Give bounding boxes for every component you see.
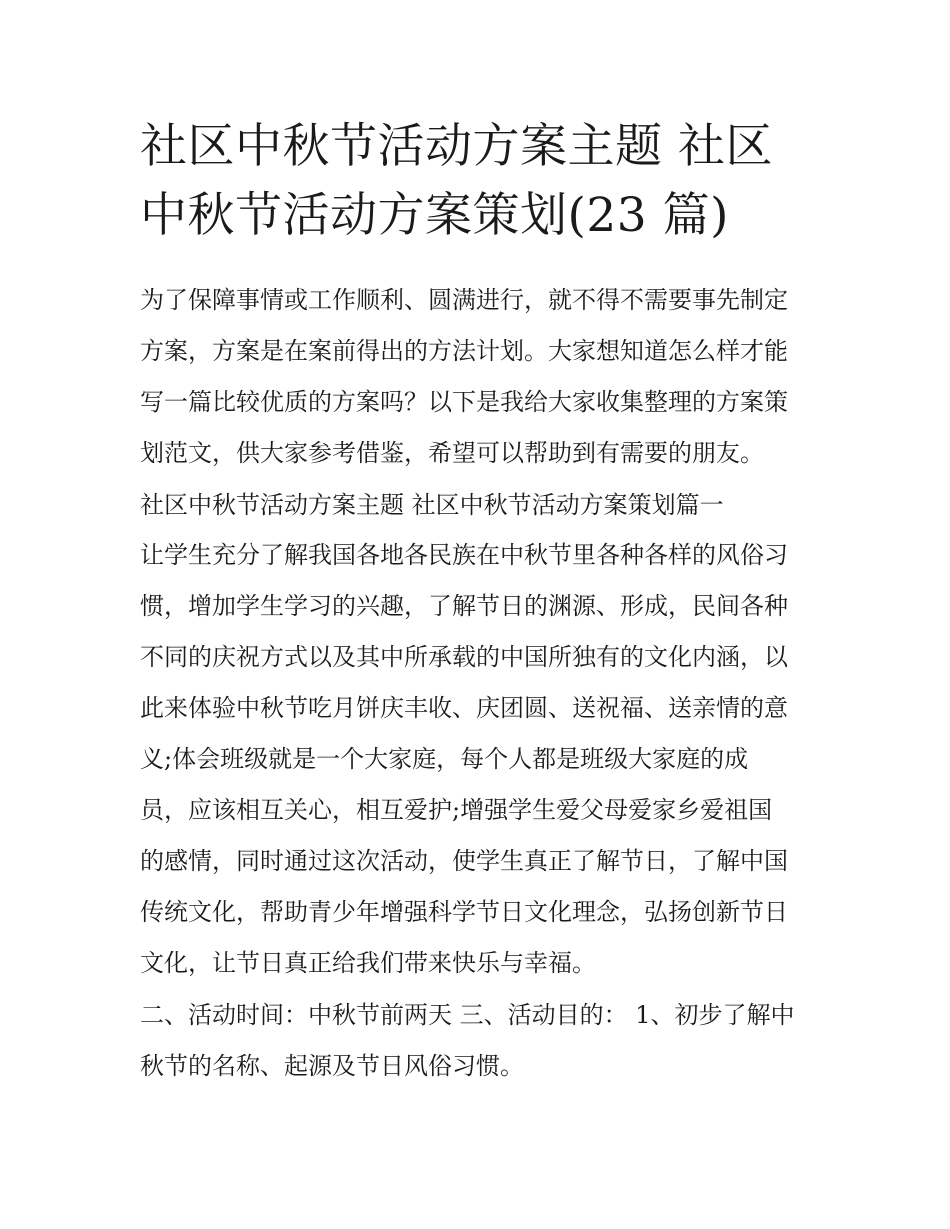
main-line: 不同的庆祝方式以及其中所承载的中国所独有的文化内涵，以 bbox=[140, 643, 788, 671]
main-line: 员，应该相互关心，相互爱护;增强学生爱父母爱家乡爱祖国 bbox=[140, 796, 773, 824]
activity-time-line: 秋节的名称、起源及节日风俗习惯。 bbox=[140, 1052, 524, 1080]
main-paragraph bbox=[140, 530, 820, 989]
activity-time-paragraph bbox=[140, 990, 820, 1092]
intro-line: 写一篇比较优质的方案吗？以下是我给大家收集整理的方案策 bbox=[140, 388, 788, 416]
main-line: 惯，增加学生学习的兴趣，了解节日的渊源、形成，民间各种 bbox=[140, 592, 788, 620]
title-line: 社区中秋节活动方案主题 社区 bbox=[140, 119, 773, 174]
main-line: 让学生充分了解我国各地各民族在中秋节里各种各样的风俗习 bbox=[140, 541, 788, 569]
intro-line: 为了保障事情或工作顺利、圆满进行，就不得不需要事先制定 bbox=[140, 286, 788, 314]
title-line: 中秋节活动方案策划(23 篇) bbox=[140, 188, 729, 243]
intro-paragraph bbox=[140, 275, 820, 479]
activity-time-line: 二、活动时间：中秋节前两天 三、活动目的： 1、初步了解中 bbox=[140, 1001, 795, 1029]
intro-line: 方案，方案是在案前得出的方法计划。大家想知道怎么样才能 bbox=[140, 337, 788, 365]
intro-line: 划范文，供大家参考借鉴，希望可以帮助到有需要的朋友。 bbox=[140, 439, 764, 467]
main-line: 传统文化，帮助青少年增强科学节日文化理念，弘扬创新节日 bbox=[140, 898, 788, 926]
document-title bbox=[140, 112, 820, 250]
section-heading-text: 社区中秋节活动方案主题 社区中秋节活动方案策划篇一 bbox=[140, 491, 724, 519]
main-line: 义;体会班级就是一个大家庭，每个人都是班级大家庭的成 bbox=[140, 745, 749, 773]
main-line: 此来体验中秋节吃月饼庆丰收、庆团圆、送祝福、送亲情的意 bbox=[140, 694, 788, 722]
main-line: 文化，让节日真正给我们带来快乐与幸福。 bbox=[140, 949, 596, 977]
section-heading bbox=[140, 480, 820, 531]
main-line: 的感情，同时通过这次活动，使学生真正了解节日，了解中国 bbox=[140, 847, 788, 875]
